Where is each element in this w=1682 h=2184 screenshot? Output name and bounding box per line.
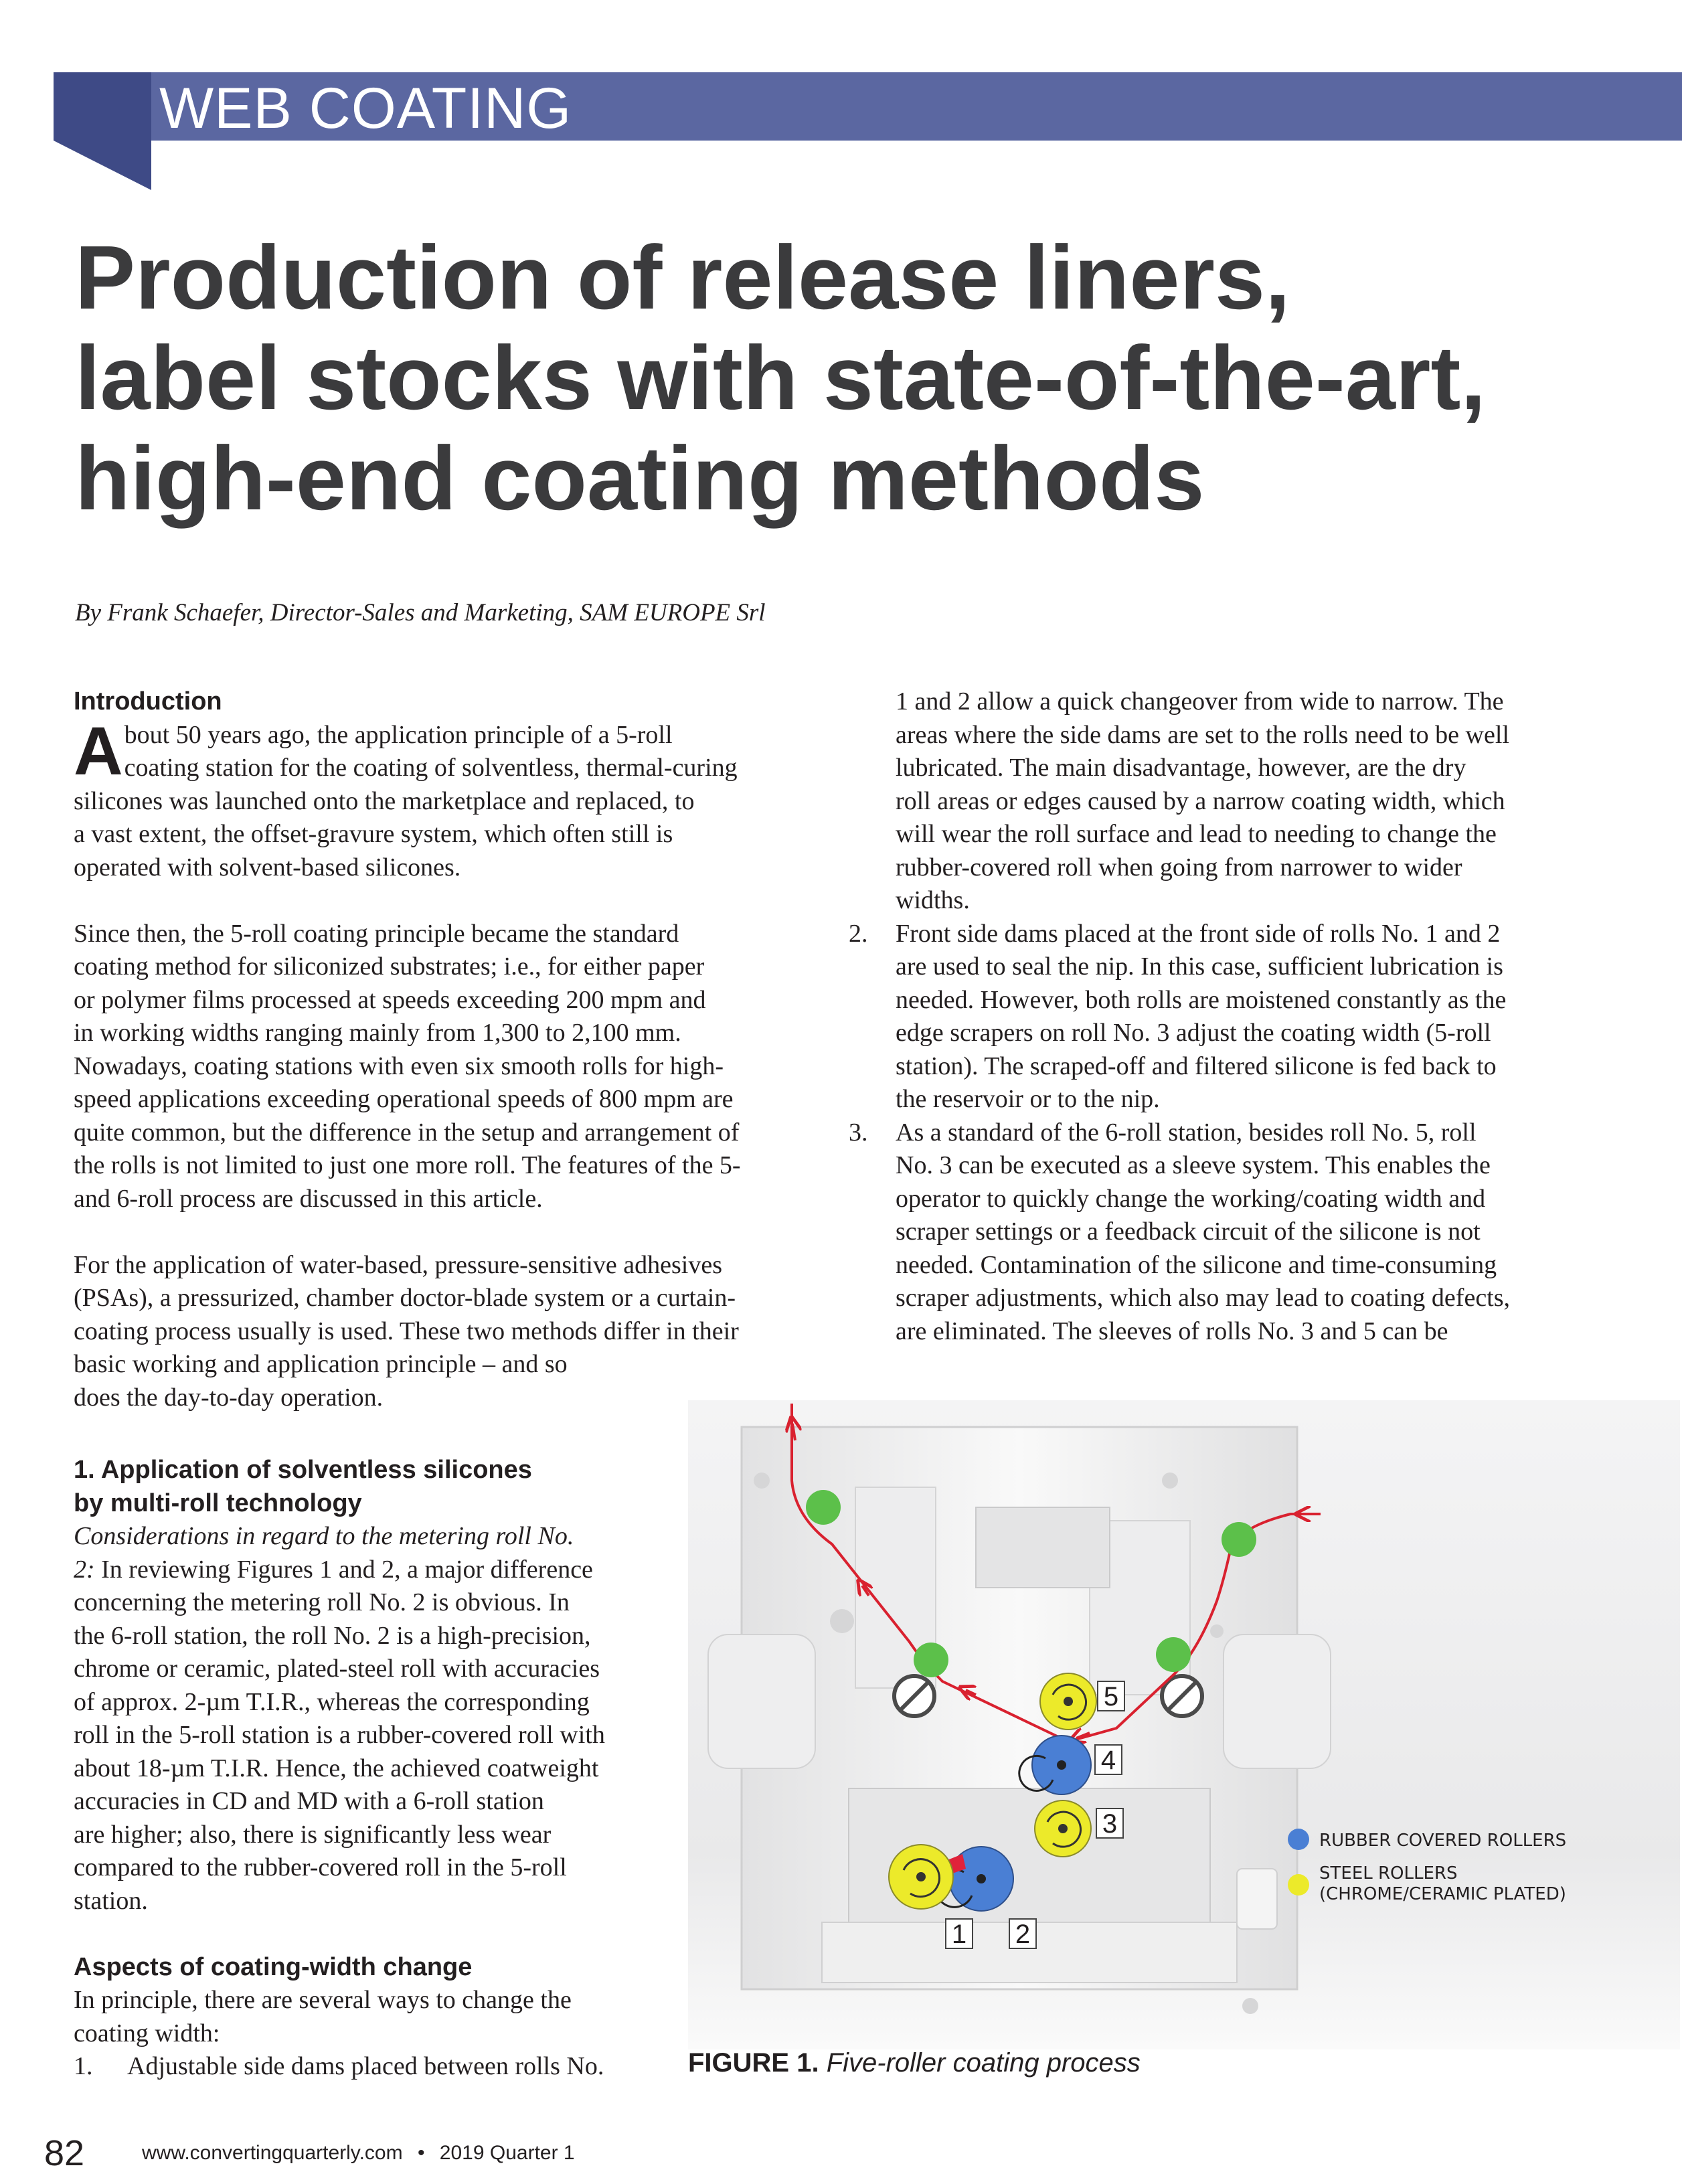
text-line: of approx. 2-µm T.I.R., whereas the corresponding	[74, 1687, 590, 1716]
text-line: station.	[74, 1886, 148, 1915]
subsection-heading: Aspects of coating-width change	[74, 1952, 473, 1981]
rubber-legend-label: RUBBER COVERED ROLLERS	[1319, 1831, 1567, 1851]
intro-paragraph	[74, 712, 837, 885]
byline: By Frank Schaefer, Director-Sales and Marketing, SAM EUROPE Srl	[75, 599, 766, 626]
left-column	[74, 685, 837, 1414]
text-span: In reviewing Figures 1 and 2, a major difference	[94, 1555, 593, 1584]
text-line: in working widths ranging mainly from 1,300 to 2,100 mm.	[74, 1019, 681, 1047]
text-line: operator to quickly change the working/coating width and	[896, 1184, 1486, 1213]
text-line: bout 50 years ago, the application principle of a 5-roll	[124, 720, 673, 749]
text-line: edge scrapers on roll No. 3 adjust the coating width (5-roll	[896, 1019, 1491, 1047]
text-line: (PSAs), a pressurized, chamber doctor-blade system or a curtain-	[74, 1284, 736, 1312]
text-line: coating method for siliconized substrates; i.e., for either paper	[74, 952, 705, 981]
left-column-lower	[74, 1454, 689, 2084]
text-line: the 6-roll station, the roll No. 2 is a high-precision,	[74, 1621, 591, 1650]
list-item	[74, 2050, 689, 2084]
italic-lead: 2:	[74, 1555, 95, 1584]
list-item-continued	[849, 685, 1585, 918]
text-line: 1 and 2 allow a quick changeover from wide to narrow. The	[896, 687, 1504, 716]
section-label: WEB COATING	[159, 76, 572, 141]
text-line: roll areas or edges caused by a narrow coating width, which	[896, 786, 1505, 815]
text-line: roll in the 5-roll station is a rubber-covered roll with	[74, 1721, 605, 1749]
text-line: Nowadays, coating stations with even six smooth rolls for high-	[74, 1052, 724, 1080]
steel-legend-swatch	[1288, 1874, 1309, 1896]
text-line: silicones was launched onto the marketplace and replaced, to	[74, 786, 695, 815]
text-line: are used to seal the nip. In this case, sufficient lubrication is	[896, 952, 1503, 981]
caption-text: Five-roller coating process	[819, 2048, 1141, 2078]
footer-line	[142, 2142, 575, 2165]
text-line: compared to the rubber-covered roll in the 5-roll	[74, 1853, 567, 1881]
text-line: rubber-covered roll when going from narrower to wider	[896, 853, 1462, 881]
text-line: the rolls is not limited to just one more roll. The features of the 5-	[74, 1151, 741, 1179]
roll-label-1: 1	[951, 1920, 967, 1949]
text-line: Since then, the 5-roll coating principle became the standard	[74, 919, 679, 948]
steel-legend-label: STEEL ROLLERS	[1319, 1863, 1458, 1883]
right-column	[849, 685, 1585, 1348]
paragraph	[74, 918, 837, 1216]
text-line: station). The scraped-off and filtered silicone is fed back to	[896, 1052, 1497, 1080]
text-line: a vast extent, the offset-gravure system, which often still is	[74, 820, 673, 848]
text-line: widths.	[896, 886, 970, 914]
band-flap-shape	[54, 72, 151, 190]
section-heading: 1. Application of solventless silicones	[74, 1456, 532, 1484]
roll-label-3: 3	[1102, 1809, 1118, 1839]
coating-station-figure	[688, 1400, 1680, 2070]
footer-bullet: •	[417, 2142, 425, 2164]
text-line: concerning the metering roll No. 2 is obvious. In	[74, 1588, 570, 1616]
text-line: does the day-to-day operation.	[74, 1383, 384, 1412]
list-item	[849, 1116, 1585, 1349]
steel-legend-label-2: (CHROME/CERAMIC PLATED)	[1319, 1884, 1566, 1904]
section-heading: by multi-roll technology	[74, 1489, 362, 1517]
text-line: are eliminated. The sleeves of rolls No. 3 and 5 can be	[896, 1317, 1448, 1345]
list-text: Adjustable side dams placed between rolls No.	[127, 2052, 604, 2080]
text-line: scraper settings or a feedback circuit of the silicone is not	[896, 1217, 1481, 1246]
article-title	[75, 228, 1614, 529]
text-line: For the application of water-based, pressure-sensitive adhesives	[74, 1250, 722, 1279]
text-line: basic working and application principle – and so	[74, 1350, 568, 1378]
title-line: label stocks with state-of-the-art,	[75, 327, 1486, 428]
list-number: 3.	[849, 1118, 868, 1147]
text-line: about 18-µm T.I.R. Hence, the achieved coatweight	[74, 1754, 599, 1782]
text-line: operated with solvent-based silicones.	[74, 853, 461, 881]
list-item	[849, 918, 1585, 1116]
caption-label: FIGURE 1.	[688, 2048, 819, 2078]
text-line: and 6-roll process are discussed in this article.	[74, 1184, 543, 1213]
text-line	[74, 1520, 689, 1553]
list-number: 1.	[74, 2052, 93, 2080]
text-line: coating process usually is used. These two methods differ in their	[74, 1317, 739, 1345]
roll-3	[1035, 1800, 1091, 1857]
italic-lead: Considerations in regard to the metering roll No.	[74, 1522, 574, 1550]
text-line: or polymer films processed at speeds exceeding 200 mpm and	[74, 985, 706, 1014]
text-line: needed. Contamination of the silicone and time-consuming	[896, 1250, 1497, 1279]
text-line: quite common, but the difference in the setup and arrangement of	[74, 1118, 740, 1147]
text-line: As a standard of the 6-roll station, besides roll No. 5, roll	[896, 1118, 1477, 1147]
text-line: coating width:	[74, 2019, 220, 2047]
text-line: will wear the roll surface and lead to needing to change the	[896, 820, 1497, 848]
paragraph	[74, 1249, 837, 1415]
text-line: lubricated. The main disadvantage, however, are the dry	[896, 754, 1466, 782]
drop-cap: A	[74, 712, 123, 789]
footer-issue: 2019 Quarter 1	[439, 2142, 575, 2164]
roll-5	[1040, 1673, 1096, 1730]
text-line: accuracies in CD and MD with a 6-roll station	[74, 1787, 544, 1815]
text-line: scraper adjustments, which also may lead to coating defects,	[896, 1284, 1511, 1312]
roll-label-4: 4	[1100, 1746, 1116, 1775]
roll-1	[889, 1845, 953, 1909]
text-line: In principle, there are several ways to change the	[74, 1986, 572, 2014]
text-line: coating station for the coating of solventless, thermal-curing	[124, 754, 738, 782]
rubber-legend-swatch	[1288, 1829, 1309, 1850]
footer-url: www.convertingquarterly.com	[142, 2142, 403, 2164]
title-line: Production of release liners,	[75, 227, 1290, 328]
page-number: 82	[44, 2133, 85, 2173]
text-line	[74, 1553, 689, 1587]
text-line: are higher; also, there is significantly less wear	[74, 1820, 552, 1849]
text-line: chrome or ceramic, plated-steel roll with accuracies	[74, 1655, 600, 1683]
text-line: areas where the side dams are set to the rolls need to be well	[896, 720, 1509, 749]
figure-caption	[688, 2048, 1141, 2078]
list-number: 2.	[849, 919, 868, 948]
text-line: the reservoir or to the nip.	[896, 1085, 1160, 1113]
text-line: speed applications exceeding operational speeds of 800 mpm are	[74, 1085, 734, 1113]
title-line: high-end coating methods	[75, 428, 1205, 529]
text-line: Front side dams placed at the front side of rolls No. 1 and 2	[896, 919, 1501, 948]
roll-label-2: 2	[1015, 1920, 1031, 1949]
intro-heading: Introduction	[74, 687, 222, 716]
text-line: No. 3 can be executed as a sleeve system. This enables the	[896, 1151, 1491, 1179]
roll-label-5: 5	[1103, 1682, 1119, 1711]
text-line: needed. However, both rolls are moistened constantly as the	[896, 985, 1507, 1014]
